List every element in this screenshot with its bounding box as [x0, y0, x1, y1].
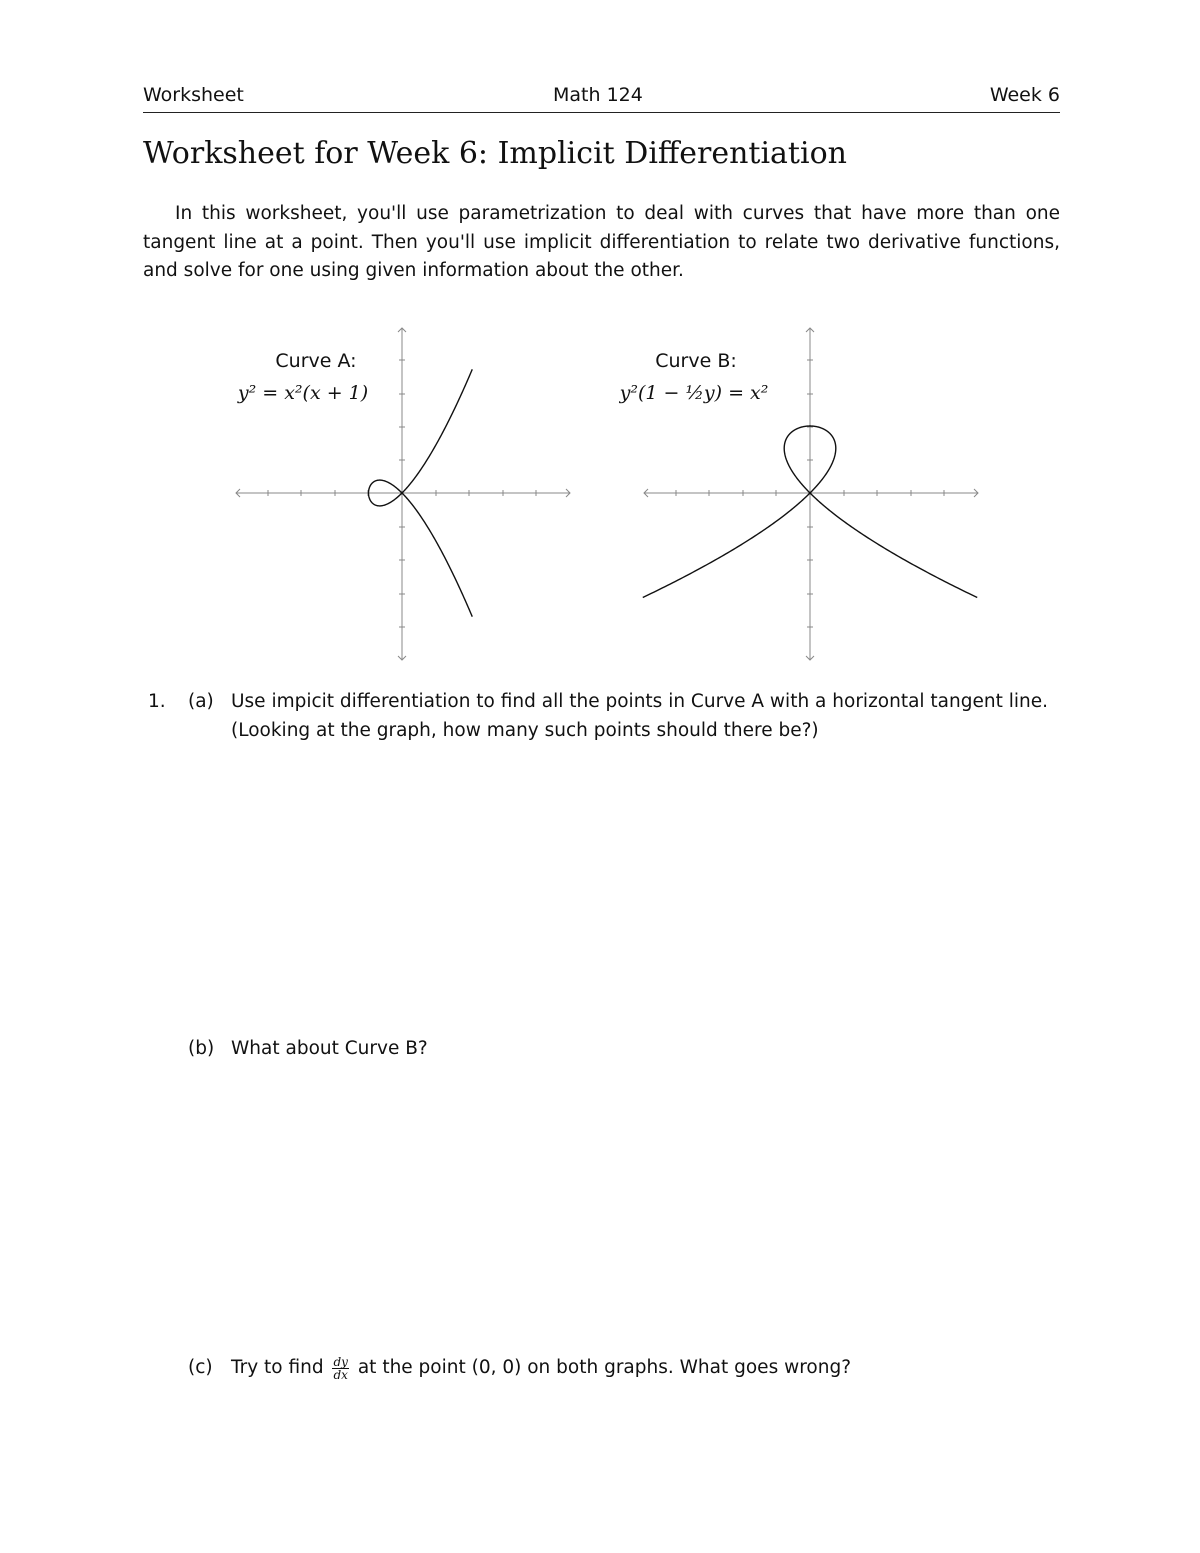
question-1b-label: (b): [188, 1038, 215, 1059]
page-title: Worksheet for Week 6: Implicit Differentiation: [143, 136, 847, 171]
question-1c-text: [231, 1354, 1061, 1383]
question-1c-text-before: Try to find: [231, 1357, 324, 1378]
curve-a-equation: y² = x²(x + 1): [237, 382, 369, 404]
curve-b-equation: y²(1 − ½y) = x²: [619, 382, 769, 404]
curve-a-graph: [228, 322, 578, 667]
header-center: Math 124: [553, 84, 643, 106]
question-1c-text-after: at the point (0, 0) on both graphs. What goes wrong?: [357, 1357, 852, 1378]
question-1a-text: Use impicit differentiation to find all the points in Curve A with a horizontal tangent line. (Looking at the graph, how many such points should there be?): [231, 691, 1048, 741]
curve-b-label: Curve B:: [655, 350, 737, 372]
dy-dx-fraction: [332, 1356, 348, 1381]
header-right: Week 6: [989, 84, 1060, 106]
fraction-numerator: dy: [333, 1354, 348, 1369]
fraction-denominator: dx: [333, 1367, 348, 1382]
curve-a-figure: [228, 322, 578, 667]
curve-a-label: Curve A:: [275, 350, 357, 372]
question-1c-label: (c): [188, 1357, 213, 1378]
question-1b-text: What about Curve B?: [231, 1038, 428, 1059]
curve-b-figure: [619, 322, 986, 667]
question-1-number: 1.: [148, 691, 166, 712]
curve-b-graph: [636, 322, 986, 667]
header-left: Worksheet: [143, 84, 244, 106]
page-header: [143, 82, 1060, 113]
question-1a-label: (a): [188, 691, 214, 712]
intro-paragraph: In this worksheet, you'll use parametrization to deal with curves that have more than one tangent line at a point. Then you'll use implicit differentiation to relate two derivative functions, and solve for one using given information about the other.: [143, 203, 1060, 281]
